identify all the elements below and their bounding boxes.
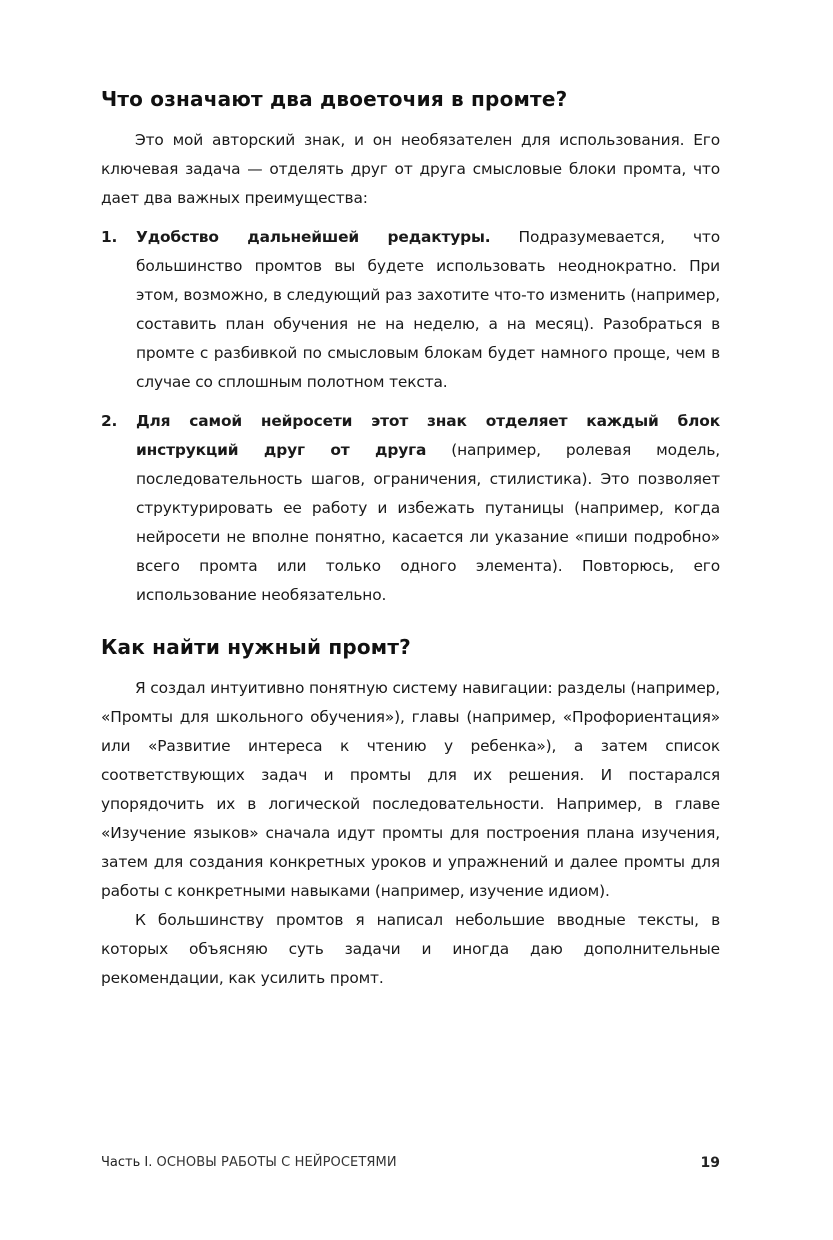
page-number: 19 xyxy=(700,1155,720,1171)
body-paragraph: Я создал интуитивно понятную систему навигации: разделы (например, «Промты для школьного обучения»), главы (например, «Профориентация» или «Развитие интереса к чтению у ребенка»), а затем список соответствующих задач и промты для их решения. И постарался упорядочить их в логической последовательности. Например, в главе «Изучение языков» сначала идут промты для построения плана изучения, затем для создания конкретных уроков и упражнений и далее промты для работы с конкретными навыками (например, изучение идиом). xyxy=(101,679,720,900)
footer-part xyxy=(101,1153,397,1173)
list-item-number: 1. xyxy=(101,228,118,246)
intro-paragraph: Это мой авторский знак, и он необязателен для использования. Его ключевая задача — отделять друг от друга смысловые блоки промта, что дает два важных преимущества: xyxy=(101,131,720,207)
section-heading-find-prompt: Как найти нужный промт? xyxy=(101,635,411,659)
body-paragraph: К большинству промтов я написал небольшие вводные тексты, в которых объясняю суть задачи и иногда даю дополнительные рекомендации, как усилить промт. xyxy=(101,911,720,987)
list-item xyxy=(101,407,720,610)
section-heading-colons: Что означают два двоеточия в промте? xyxy=(101,87,568,111)
list-item-bold-lead: Для самой нейросети этот знак отделяет каждый блок инструкций друг от друга xyxy=(136,412,720,459)
footer-part-title: ОСНОВЫ РАБОТЫ С НЕЙРОСЕТЯМИ xyxy=(156,1155,397,1170)
footer-part-label: Часть I. xyxy=(101,1155,153,1170)
running-footer xyxy=(101,1153,720,1173)
list-item xyxy=(101,223,720,397)
advantages-list xyxy=(101,223,720,610)
page-content xyxy=(101,82,720,993)
list-item-text: (например, ролевая модель, последовательность шагов, ограничения, стилистика). Это позволяет структурировать ее работу и избежать путаницы (например, когда нейросети не вполне понятно, касается ли указание «пиши подробно» всего промта или только одного элемента). Повторюсь, его использование необязательно. xyxy=(136,441,720,604)
list-item-bold-lead: Удобство дальнейшей редактуры. xyxy=(136,228,491,246)
list-item-text: Подразумевается, что большинство промтов вы будете использовать неоднократно. При этом, возможно, в следующий раз захотите что-то изменить (например, составить план обучения не на неделю, а на месяц). Разобраться в промте с разбивкой по смысловым блокам будет намного проще, чем в случае со сплошным полотном текста. xyxy=(136,228,720,391)
list-item-number: 2. xyxy=(101,412,118,430)
